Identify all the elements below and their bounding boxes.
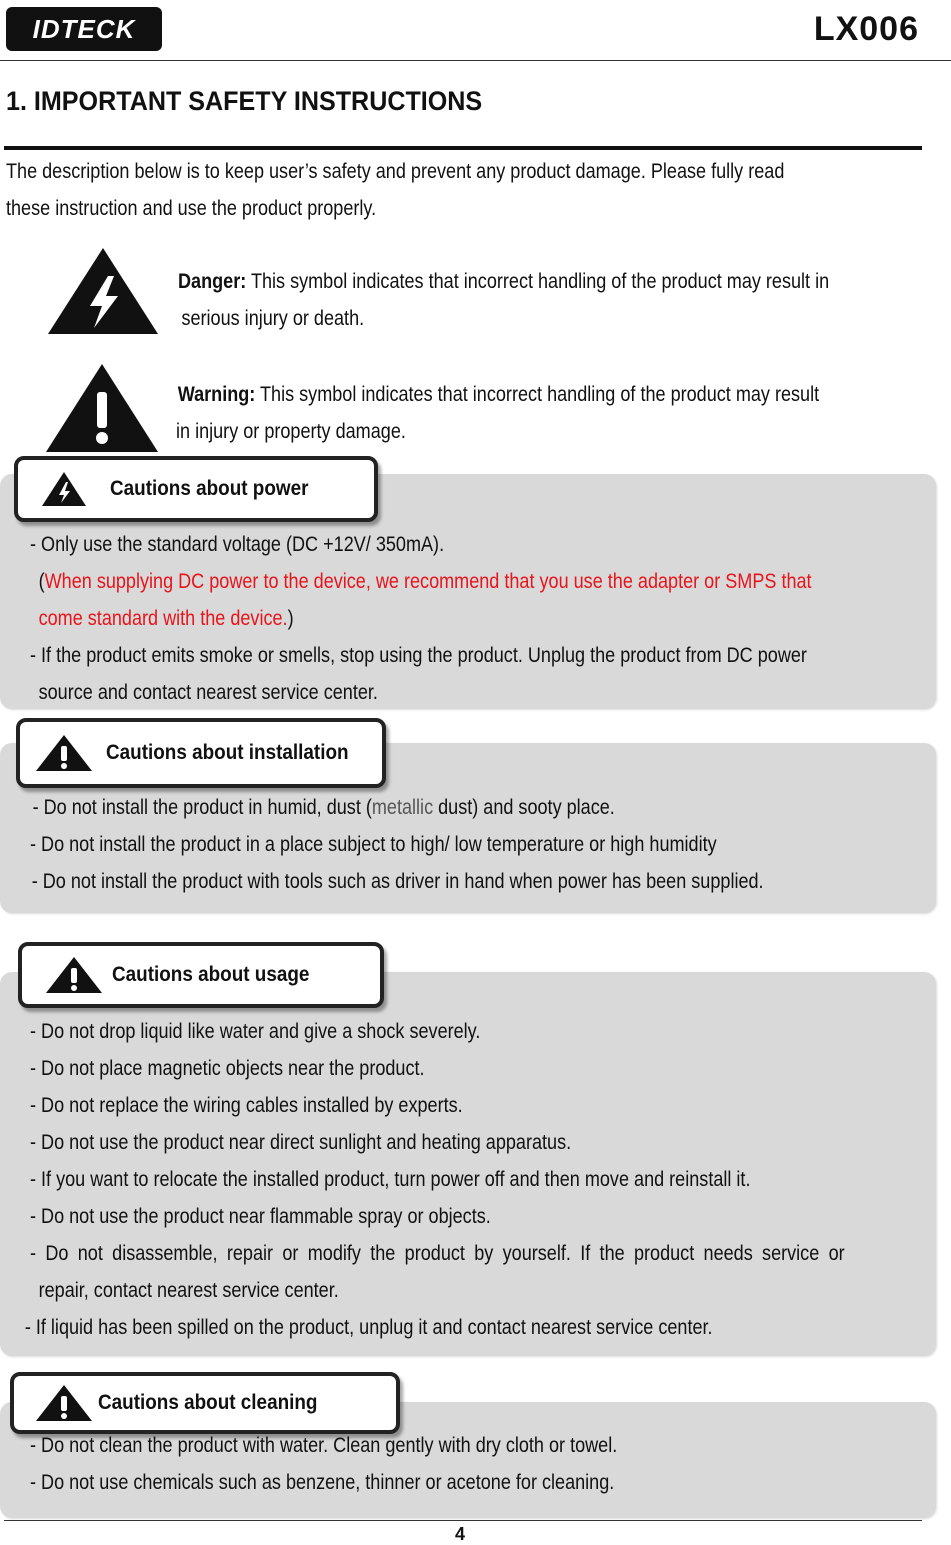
model-name: LX006	[813, 10, 919, 48]
list-item: - If you want to relocate the installed product, turn power off and then move and reinstall it.	[30, 1168, 751, 1191]
list-item: (When supplying DC power to the device, we recommend that you use the adapter or SMPS that	[38, 570, 812, 593]
list-item: - Do not install the product in humid, dust (metallic dust) and sooty place.	[32, 796, 615, 819]
warning-icon	[44, 955, 104, 995]
list-item: - Only use the standard voltage (DC +12V/ 350mA).	[30, 533, 445, 556]
installation-cautions-list	[30, 789, 764, 900]
list-item: - Do not replace the wiring cables installed by experts.	[30, 1094, 463, 1117]
power-cautions-tab	[14, 456, 378, 522]
title-underline	[4, 146, 922, 150]
power-cautions-title: Cautions about power	[110, 477, 309, 500]
footer-divider	[4, 1520, 922, 1521]
intro-line: The description below is to keep user’s safety and prevent any product damage. Please fully read	[6, 160, 785, 183]
intro-line: these instruction and use the product properly.	[6, 197, 377, 220]
danger-high-voltage-icon	[46, 246, 160, 336]
list-item: - Do not install the product with tools such as driver in hand when power has been supplied.	[31, 870, 764, 893]
warning-description	[176, 376, 819, 450]
danger-description	[178, 263, 829, 337]
warning-icon	[34, 733, 94, 773]
list-item: - Do not use the product near direct sunlight and heating apparatus.	[30, 1131, 572, 1154]
warning-text-line2: in injury or property damage.	[176, 420, 406, 443]
installation-cautions-tab	[16, 718, 386, 788]
page-title: 1. IMPORTANT SAFETY INSTRUCTIONS	[6, 86, 483, 116]
usage-cautions-list	[24, 1013, 845, 1346]
list-item: come standard with the device.)	[38, 607, 294, 630]
usage-cautions-tab	[18, 942, 384, 1008]
header-divider	[0, 60, 951, 61]
list-item: - Do not drop liquid like water and give a shock severely.	[30, 1020, 481, 1043]
list-item: - Do not disassemble, repair or modify the product by yourself. If the product needs service or	[30, 1242, 845, 1265]
list-item: - Do not use chemicals such as benzene, thinner or acetone for cleaning.	[30, 1471, 615, 1494]
intro-paragraph	[6, 153, 784, 227]
list-item: - Do not place magnetic objects near the product.	[30, 1057, 425, 1080]
list-item: - If the product emits smoke or smells, stop using the product. Unplug the product from DC power	[30, 644, 807, 667]
brand-logo	[6, 7, 162, 51]
cleaning-cautions-title: Cautions about cleaning	[98, 1391, 318, 1414]
list-item: - Do not use the product near flammable spray or objects.	[30, 1205, 491, 1228]
cleaning-cautions-tab	[10, 1372, 400, 1434]
page-number: 4	[455, 1524, 466, 1544]
list-item: source and contact nearest service center.	[38, 681, 378, 704]
usage-cautions-title: Cautions about usage	[112, 963, 310, 986]
power-cautions-list	[30, 526, 812, 711]
danger-label: Danger:	[178, 270, 247, 293]
list-item: - If liquid has been spilled on the product, unplug it and contact nearest service center.	[24, 1316, 713, 1339]
logo-text: IDTECK	[32, 13, 136, 44]
warning-text: This symbol indicates that incorrect handling of the product may result	[255, 383, 820, 406]
warning-icon	[34, 1383, 94, 1423]
list-item: - Do not install the product in a place subject to high/ low temperature or high humidity	[30, 833, 717, 856]
danger-text: This symbol indicates that incorrect handling of the product may result in	[246, 270, 830, 293]
cleaning-cautions-list	[30, 1427, 617, 1501]
warning-label: Warning:	[177, 383, 256, 406]
list-item: repair, contact nearest service center.	[38, 1279, 339, 1302]
warning-exclamation-icon	[44, 362, 160, 454]
danger-text-line2: serious injury or death.	[181, 307, 365, 330]
installation-cautions-title: Cautions about installation	[106, 741, 349, 764]
list-item: - Do not clean the product with water. Clean gently with dry cloth or towel.	[30, 1434, 618, 1457]
high-voltage-icon	[40, 469, 100, 509]
